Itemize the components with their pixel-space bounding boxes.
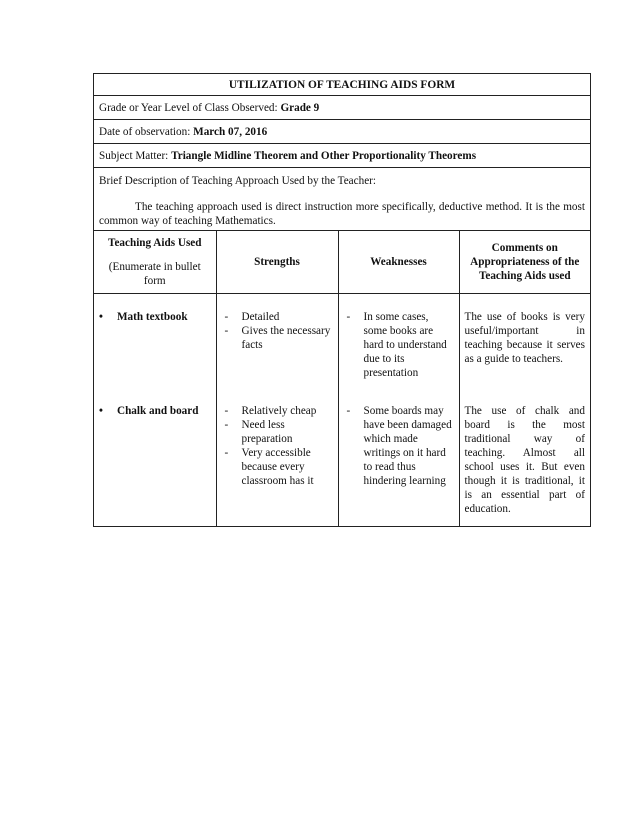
date-value: March 07, 2016 <box>193 126 268 138</box>
table-header-row <box>94 231 590 294</box>
subject-label: Subject Matter: <box>99 150 169 162</box>
subject-value: Triangle Midline Theorem and Other Proportionality Theorems <box>171 150 477 162</box>
weaknesses-cell <box>338 394 459 526</box>
strength-item: - Need less preparation <box>222 418 333 446</box>
weakness-item: - In some cases, some books are hard to understand due to its presentation <box>344 310 454 380</box>
teaching-aids-form <box>93 73 591 527</box>
aid-cell <box>94 394 216 526</box>
strengths-cell <box>216 294 338 394</box>
teaching-aids-table <box>94 231 590 526</box>
header-comments: Comments on Appropriateness of the Teaching Aids used <box>459 231 590 294</box>
table-row <box>94 394 590 526</box>
aid-cell <box>94 294 216 394</box>
comment-cell: The use of chalk and board is the most traditional way of teaching. Almost all school uses it. But even though it is traditional, it is an essential part of education. <box>464 404 585 515</box>
header-weaknesses: Weaknesses <box>338 231 459 294</box>
bullet-icon: • <box>99 404 103 417</box>
grade-row <box>94 96 590 120</box>
aid-name: Chalk and board <box>117 404 199 417</box>
date-label: Date of observation: <box>99 126 191 138</box>
header-aids-label: Teaching Aids Used <box>108 237 202 249</box>
date-row <box>94 120 590 144</box>
header-aids-sub: (Enumerate in bullet form <box>108 261 201 287</box>
strengths-cell <box>216 394 338 526</box>
aid-name: Math textbook <box>117 311 188 323</box>
comment-cell: The use of books is very useful/important in teaching because it serves as a guide to teachers. <box>464 311 585 365</box>
subject-row <box>94 144 590 168</box>
header-strengths: Strengths <box>216 231 338 294</box>
grade-value: Grade 9 <box>280 102 320 114</box>
brief-label: Brief Description of Teaching Approach Used by the Teacher: <box>99 175 376 187</box>
form-title: UTILIZATION OF TEACHING AIDS FORM <box>94 74 590 96</box>
strength-item: - Very accessible because every classroom has it <box>222 446 333 488</box>
brief-text: The teaching approach used is direct instruction more specifically, deductive method. It is the most common way of teaching Mathematics. <box>99 201 585 227</box>
bullet-icon: • <box>99 311 103 323</box>
strength-item: - Relatively cheap <box>222 404 333 418</box>
weaknesses-cell <box>338 294 459 394</box>
brief-description-row <box>94 168 590 231</box>
strength-item: - Detailed <box>222 310 333 324</box>
weakness-item: - Some boards may have been damaged which made writings on it hard to read thus hindering learning <box>344 404 454 488</box>
grade-label: Grade or Year Level of Class Observed: <box>99 102 278 114</box>
header-aids <box>94 231 216 294</box>
table-row <box>94 294 590 394</box>
strength-item: - Gives the necessary facts <box>222 324 333 352</box>
